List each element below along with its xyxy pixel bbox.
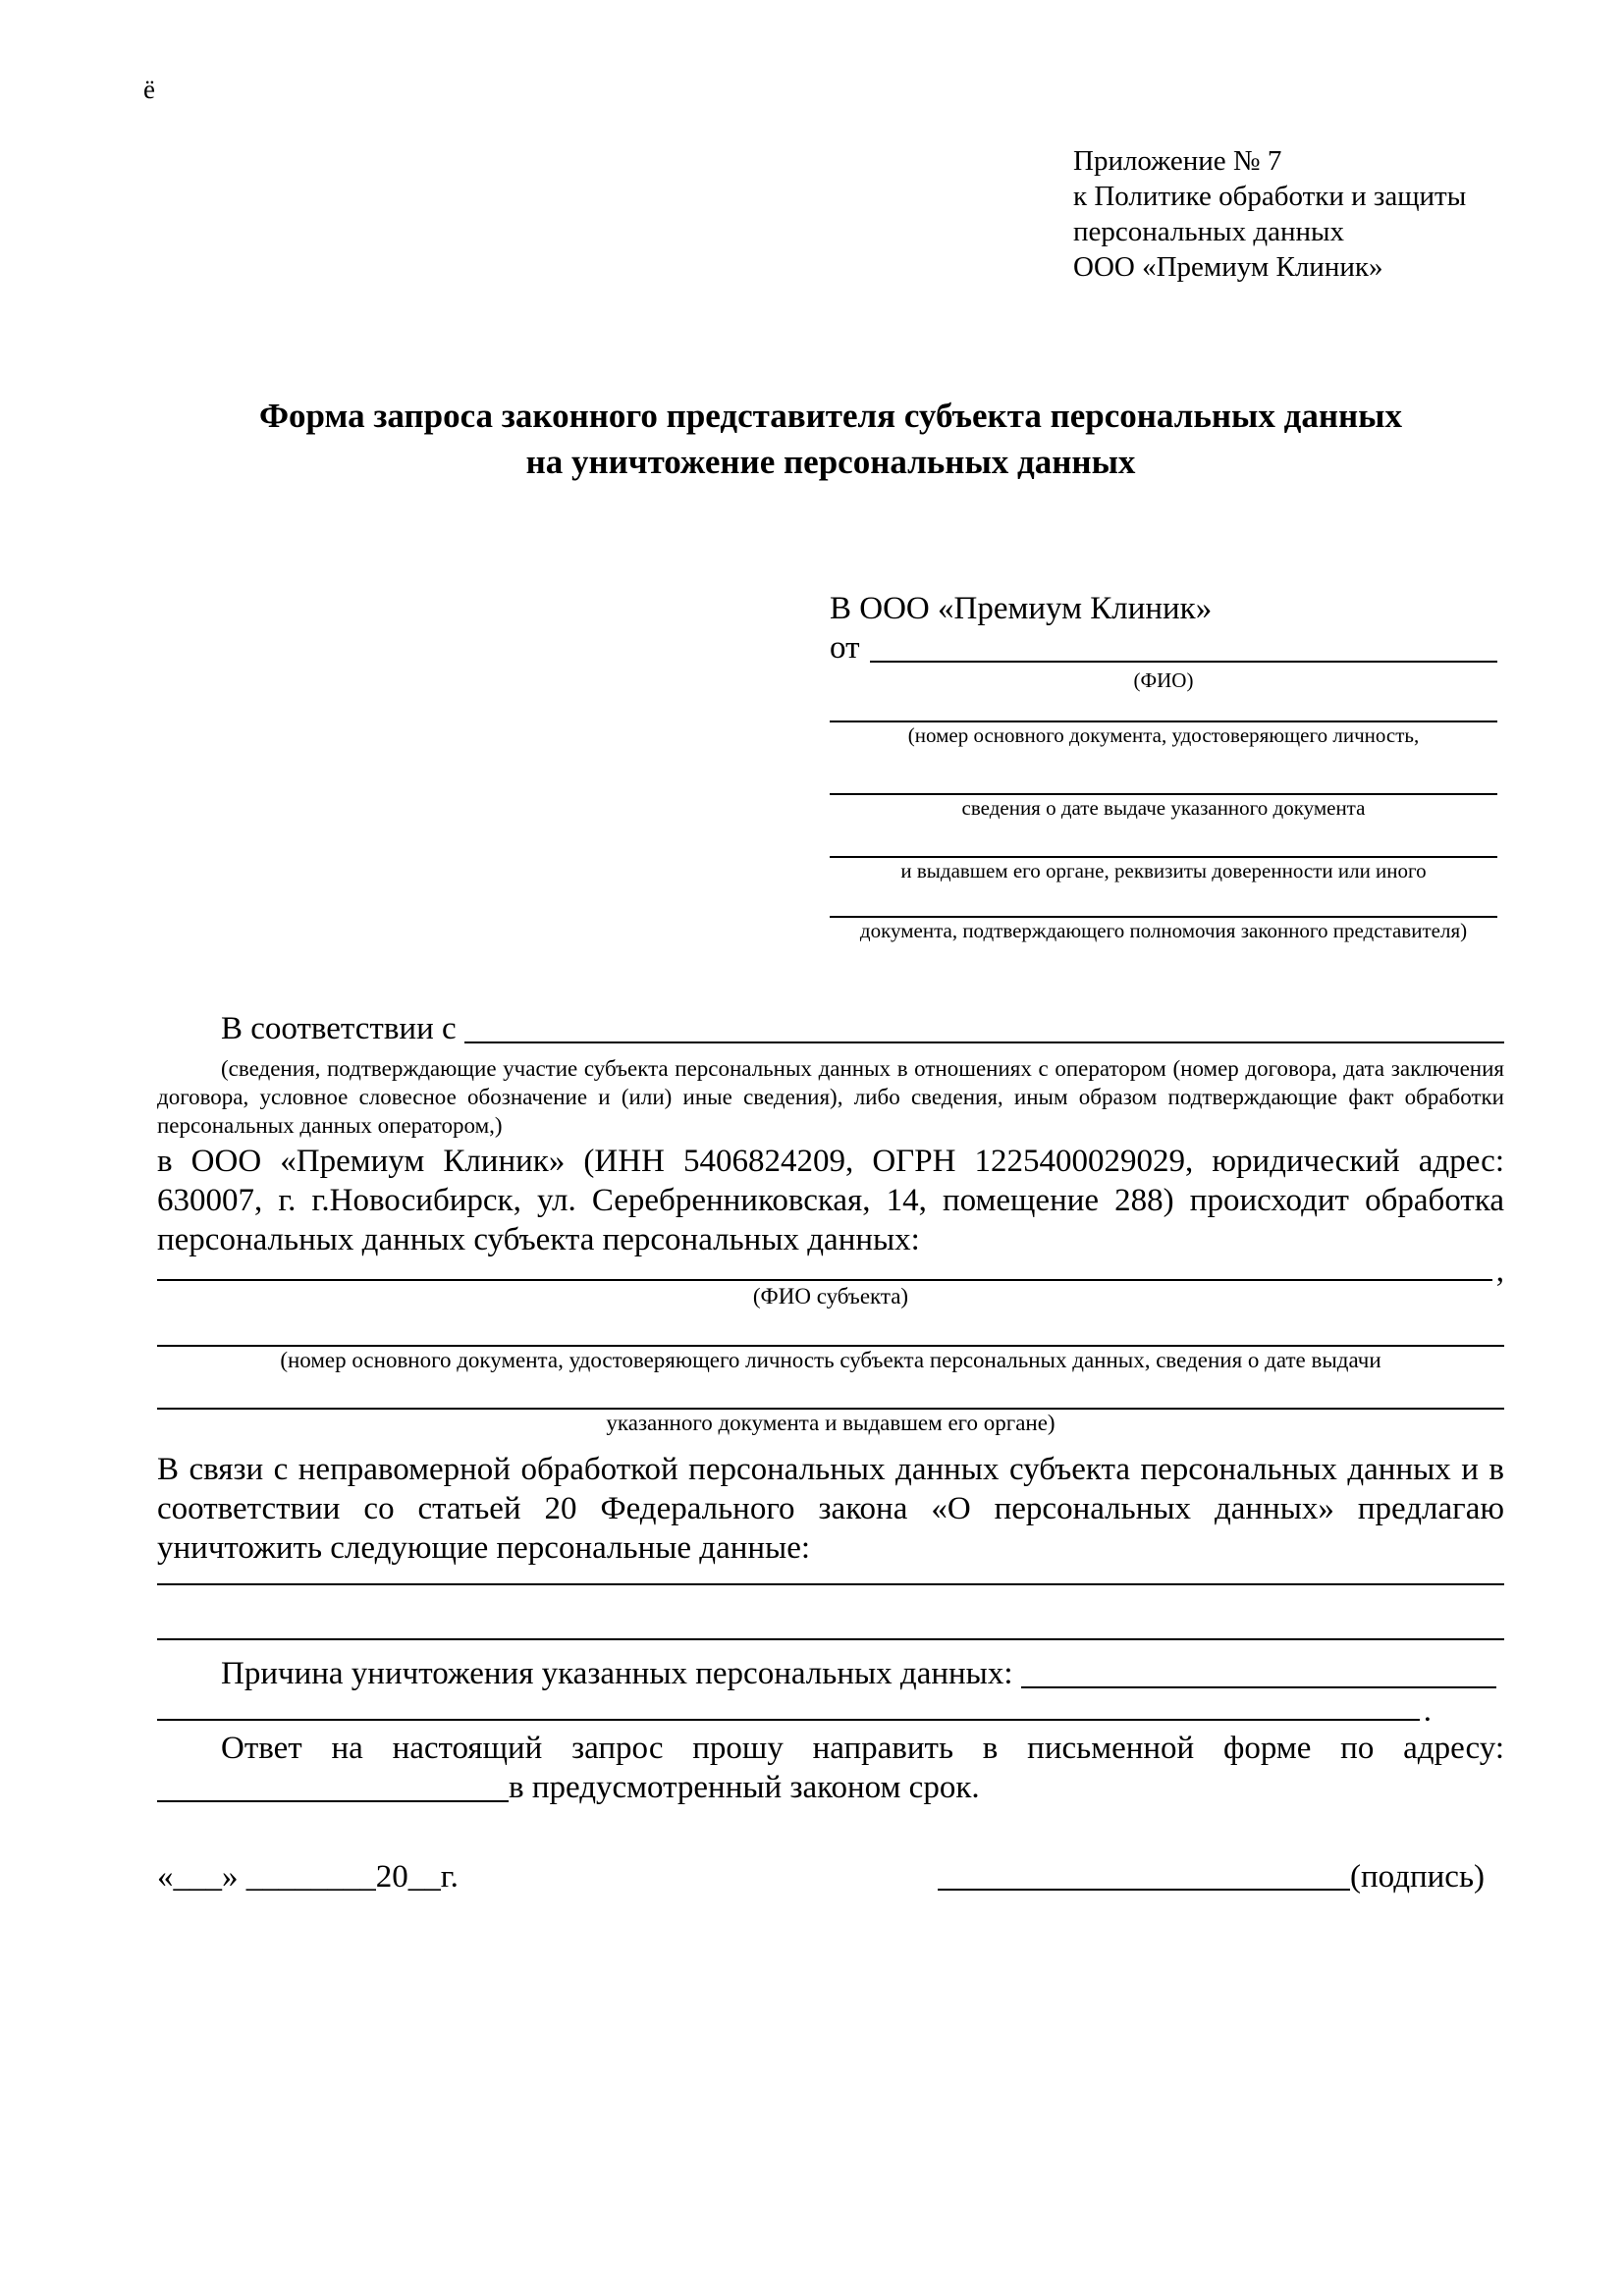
accordance-row	[221, 1009, 1504, 1048]
doc-issuer-blank-line	[830, 821, 1497, 858]
reason-blank-line	[1021, 1686, 1496, 1688]
doc-issuer-caption: и выдавшем его органе, реквизиты доверенности или иного	[900, 859, 1427, 882]
answer-paragraph: Ответ на настоящий запрос прошу направить в письменной форме по адресу:	[221, 1731, 1504, 1766]
doc-date-caption: сведения о дате выдаче указанного документа	[961, 796, 1366, 820]
doc-date-blank-line	[830, 748, 1497, 795]
appendix-policy-line2: персональных данных	[1073, 216, 1345, 247]
doc-authority-blank-line	[830, 883, 1497, 918]
subject-fio-caption: (ФИО субъекта)	[752, 1284, 909, 1308]
form-title-line1: Форма запроса законного представителя субъекта персональных данных	[259, 397, 1402, 435]
signature-group	[938, 1857, 1504, 1896]
accordance-label: В соответствии с	[221, 1011, 457, 1046]
subject-doc-blank-line1	[157, 1309, 1504, 1347]
signature-caption: (подпись)	[1350, 1859, 1485, 1895]
stray-character: ё	[143, 75, 155, 104]
reason-blank-line2	[157, 1719, 1420, 1721]
trailing-comma: ,	[1495, 1254, 1504, 1289]
appendix-header	[1073, 143, 1466, 285]
from-label: от	[830, 630, 860, 666]
unlawful-paragraph: В связи с неправомерной обработкой персональных данных субъекта персональных данных и в соответствии со статьей 20 Федерального закона «О персональных данных» предлагаю уничтожить следующие персональные данные:	[157, 1452, 1504, 1566]
doc-number-blank-line	[830, 693, 1497, 722]
addressee-to: В ООО «Премиум Клиник»	[830, 591, 1213, 626]
footer-row	[157, 1857, 1504, 1896]
subject-doc-caption2: указанного документа и выдавшем его органе)	[606, 1411, 1056, 1435]
signature-blank-line	[938, 1889, 1350, 1891]
reason-row	[157, 1654, 1504, 1693]
answer-tail-text: в предусмотренный законом срок.	[509, 1770, 980, 1805]
from-blank-line	[870, 661, 1498, 663]
appendix-policy-line: к Политике обработки и защиты	[1073, 181, 1467, 212]
trailing-period: .	[1423, 1693, 1432, 1729]
appendix-number: Приложение № 7	[1073, 145, 1282, 177]
doc-authority-caption: документа, подтверждающего полномочия законного представителя)	[859, 919, 1468, 942]
subject-doc-blank-line2	[157, 1373, 1504, 1410]
reason-label: Причина уничтожения указанных персональных данных:	[221, 1656, 1013, 1691]
answer-tail-row	[157, 1768, 1504, 1807]
form-title	[157, 393, 1504, 485]
data-list-blank-line2	[157, 1585, 1504, 1640]
accordance-blank-line	[464, 1041, 1504, 1043]
accordance-caption: (сведения, подтверждающие участие субъекта персональных данных в отношениях с оператором (номер договора, дата заключения договора, условное словесное обозначение и (или) иные сведения), либо сведения, иным образом подтверждающие факт обработки персональных данных оператором,)	[157, 1056, 1504, 1138]
doc-number-caption: (номер основного документа, удостоверяющего личность,	[907, 723, 1420, 747]
addressee-from-row	[830, 628, 1497, 667]
operator-paragraph: в ООО «Премиум Клиник» (ИНН 5406824209, ОГРН 1225400029029, юридический адрес: 630007, г. г.Новосибирск, ул. Серебренниковская, 14, помещение 288) происходит обработка персональных данных субъекта персональных данных:	[157, 1144, 1504, 1257]
addressee-block	[830, 589, 1497, 943]
body-block	[157, 1009, 1504, 1807]
date-template: «___» ________20__г.	[157, 1859, 459, 1895]
appendix-company: ООО «Премиум Клиник»	[1073, 251, 1383, 283]
form-title-line2: на уничтожение персональных данных	[525, 443, 1136, 481]
reason-blank-row2	[157, 1693, 1504, 1729]
subject-doc-caption1: (номер основного документа, удостоверяющего личность субъекта персональных данных, сведения о дате выдачи	[280, 1348, 1381, 1372]
subject-fio-blank-line	[157, 1279, 1492, 1281]
fio-caption: (ФИО)	[1133, 668, 1194, 692]
data-list-blank-line1	[157, 1568, 1504, 1585]
subject-fio-blank-row	[157, 1254, 1504, 1289]
address-blank-line	[157, 1800, 509, 1802]
